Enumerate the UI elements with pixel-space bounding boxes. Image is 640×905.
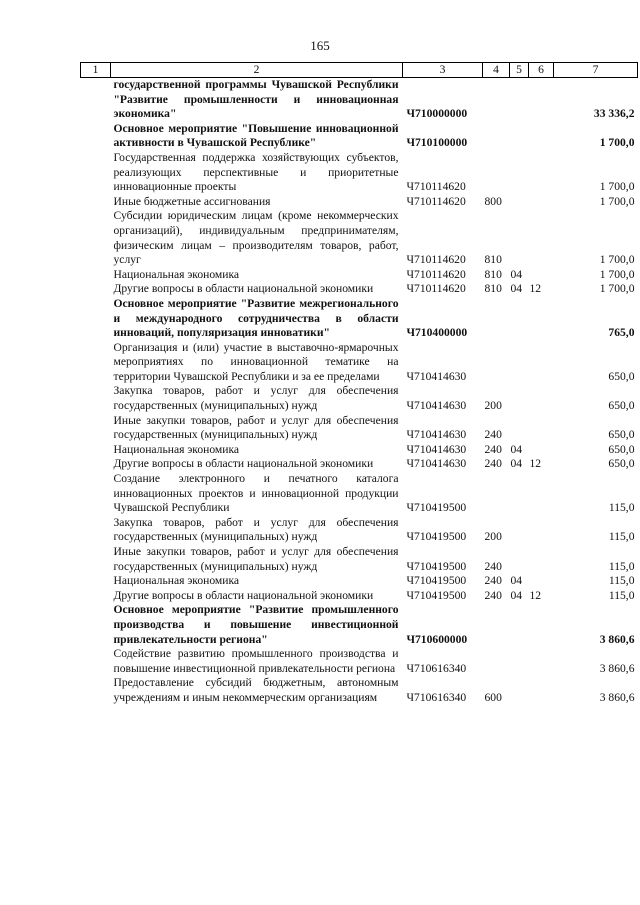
row-col-5 xyxy=(510,603,529,647)
row-code: Ч710100000 xyxy=(406,136,468,150)
row-col-5: 04 xyxy=(510,457,523,471)
row-col-1 xyxy=(81,647,111,676)
row-name: Иные закупки товаров, работ и услуг для обеспечения государственных (муниципальных) нужд xyxy=(113,413,399,442)
row-sum: 650,0 xyxy=(608,442,635,456)
header-col-6: 6 xyxy=(529,63,554,78)
header-col-5: 5 xyxy=(510,63,529,78)
row-col-5 xyxy=(510,384,529,413)
row-col-4: 800 xyxy=(484,194,502,208)
row-name: Иные закупки товаров, работ и услуг для обеспечения государственных (муниципальных) нужд xyxy=(113,545,399,573)
row-col-4: 240 xyxy=(484,457,502,471)
row-col-4: 240 xyxy=(484,574,502,588)
table-row xyxy=(81,195,638,210)
row-col-4 xyxy=(483,472,510,516)
row-sum: 3 860,6 xyxy=(599,632,635,646)
row-col-1 xyxy=(81,589,111,604)
table-row xyxy=(81,457,638,472)
row-sum: 33 336,2 xyxy=(593,107,635,121)
row-col-6 xyxy=(529,151,554,195)
table-row xyxy=(81,574,638,589)
row-name: Закупка товаров, работ и услуг для обеспечения государственных (муниципальных) нужд xyxy=(113,515,399,544)
row-name: Основное мероприятие "Развитие промышленного производства и повышение инвестиционной привлекательности региона" xyxy=(113,603,399,646)
row-sum: 115,0 xyxy=(608,559,635,573)
row-code: Ч710600000 xyxy=(406,632,468,646)
row-name: Иные бюджетные ассигнования xyxy=(113,194,271,208)
row-code: Ч710419500 xyxy=(406,501,467,515)
table-row xyxy=(81,516,638,545)
row-sum: 650,0 xyxy=(608,369,635,383)
row-name: Национальная экономика xyxy=(113,267,240,281)
row-col-5 xyxy=(510,195,529,210)
table-row xyxy=(81,78,638,122)
row-code: Ч710419500 xyxy=(406,574,467,588)
row-name: Организация и (или) участие в выставочно-ярмарочных мероприятиях по инновационной тематике на территории Чувашской Республики и за ее пределами xyxy=(113,340,399,383)
row-code: Ч710414630 xyxy=(406,428,467,442)
row-col-5 xyxy=(510,414,529,443)
row-col-1 xyxy=(81,297,111,341)
row-code: Ч710414630 xyxy=(406,369,467,383)
row-col-4: 200 xyxy=(484,530,502,544)
table-row xyxy=(81,151,638,195)
row-col-4 xyxy=(483,647,510,676)
row-col-1 xyxy=(81,195,111,210)
row-name: Основное мероприятие "Повышение инновационной активности в Чувашской Республике" xyxy=(113,121,399,150)
row-name: Государственная поддержка хозяйствующих субъектов, реализующих перспективные и приоритетные инновационные проекты xyxy=(113,150,399,194)
page-number: 165 xyxy=(310,38,330,53)
row-col-4 xyxy=(483,297,510,341)
row-name: Предоставление субсидий бюджетным, автономным учреждениям и иным некоммерческим организациям xyxy=(113,676,399,704)
row-sum: 115,0 xyxy=(608,588,635,602)
table-row xyxy=(81,647,638,676)
row-col-4: 240 xyxy=(484,428,502,442)
row-col-4 xyxy=(483,151,510,195)
row-col-4 xyxy=(483,341,510,385)
row-col-6 xyxy=(529,209,554,267)
row-code: Ч710419500 xyxy=(406,530,467,544)
row-sum: 1 700,0 xyxy=(599,267,635,281)
row-col-1 xyxy=(81,574,111,589)
row-col-1 xyxy=(81,384,111,413)
row-col-5: 04 xyxy=(510,588,523,602)
row-code: Ч710114620 xyxy=(406,267,466,281)
row-col-4 xyxy=(483,603,510,647)
row-sum: 115,0 xyxy=(608,574,635,588)
row-code: Ч710419500 xyxy=(406,588,467,602)
row-col-6 xyxy=(529,122,554,151)
row-name: Другие вопросы в области национальной экономики xyxy=(113,282,374,296)
row-sum: 3 860,6 xyxy=(599,661,635,675)
header-col-3: 3 xyxy=(403,63,483,78)
row-col-1 xyxy=(81,676,111,705)
row-col-5: 04 xyxy=(510,442,523,456)
row-col-1 xyxy=(81,545,111,574)
row-col-1 xyxy=(81,282,111,297)
table-row xyxy=(81,297,638,341)
row-col-6 xyxy=(529,574,554,589)
row-code: Ч710114620 xyxy=(406,253,466,267)
row-code: Ч710616340 xyxy=(406,661,467,675)
row-sum: 1 700,0 xyxy=(599,194,635,208)
row-col-6 xyxy=(529,297,554,341)
row-code: Ч710114620 xyxy=(406,180,466,194)
table-header xyxy=(81,63,638,78)
row-col-1 xyxy=(81,457,111,472)
row-name: Основное мероприятие "Развитие межрегионального и международного сотрудничества в области инноваций, популяризация инноватики" xyxy=(113,296,399,340)
table-row xyxy=(81,282,638,297)
row-col-6 xyxy=(529,603,554,647)
row-col-4: 240 xyxy=(484,588,502,602)
table-row xyxy=(81,603,638,647)
row-col-1 xyxy=(81,209,111,267)
row-col-6 xyxy=(529,472,554,516)
row-col-4: 240 xyxy=(484,442,502,456)
row-name: государственной программы Чувашской Республики "Развитие промышленности и инновационная экономика" xyxy=(113,78,399,121)
row-sum: 115,0 xyxy=(608,501,635,515)
row-col-4 xyxy=(483,78,510,122)
row-name: Создание электронного и печатного каталога инновационных проектов и инновационной продукции Чувашской Республики xyxy=(113,472,399,515)
row-code: Ч710414630 xyxy=(406,457,467,471)
row-col-6: 12 xyxy=(529,282,542,296)
row-sum: 1 700,0 xyxy=(599,136,635,150)
row-code: Ч710414630 xyxy=(406,442,467,456)
row-name: Другие вопросы в области национальной экономики xyxy=(113,588,374,602)
row-name: Национальная экономика xyxy=(113,442,240,456)
row-col-5 xyxy=(510,516,529,545)
table-row xyxy=(81,341,638,385)
row-name: Другие вопросы в области национальной экономики xyxy=(113,457,374,471)
row-col-4: 810 xyxy=(484,267,502,281)
row-col-6 xyxy=(529,545,554,574)
table-row xyxy=(81,384,638,413)
row-name: Закупка товаров, работ и услуг для обеспечения государственных (муниципальных) нужд xyxy=(113,384,399,413)
header-col-1: 1 xyxy=(81,63,111,78)
table-body xyxy=(81,78,638,706)
row-sum: 765,0 xyxy=(608,326,635,340)
table-row xyxy=(81,676,638,705)
row-col-5: 04 xyxy=(510,282,523,296)
row-col-5 xyxy=(510,122,529,151)
row-col-1 xyxy=(81,516,111,545)
table-row xyxy=(81,589,638,604)
row-col-5 xyxy=(510,151,529,195)
row-col-4: 810 xyxy=(484,253,502,267)
row-col-5 xyxy=(510,676,529,705)
row-sum: 3 860,6 xyxy=(599,690,635,704)
row-code: Ч710000000 xyxy=(406,107,468,121)
row-col-4: 200 xyxy=(484,399,502,413)
row-col-6 xyxy=(529,341,554,385)
row-col-5 xyxy=(510,647,529,676)
row-sum: 1 700,0 xyxy=(599,180,635,194)
row-name: Содействие развитию промышленного производства и повышение инвестиционной привлекательности региона xyxy=(113,647,399,675)
row-sum: 1 700,0 xyxy=(599,282,635,296)
table-row xyxy=(81,472,638,516)
table-row xyxy=(81,268,638,283)
row-col-6 xyxy=(529,443,554,458)
row-sum: 1 700,0 xyxy=(599,253,635,267)
row-col-5 xyxy=(510,472,529,516)
row-name: Национальная экономика xyxy=(113,574,240,588)
row-code: Ч710400000 xyxy=(406,326,468,340)
table-row xyxy=(81,122,638,151)
row-col-4: 810 xyxy=(484,282,502,296)
row-code: Ч710616340 xyxy=(406,690,467,704)
row-col-5 xyxy=(510,341,529,385)
row-col-5 xyxy=(510,78,529,122)
row-col-4: 240 xyxy=(484,559,502,573)
row-col-5 xyxy=(510,545,529,574)
row-sum: 650,0 xyxy=(608,428,635,442)
row-sum: 650,0 xyxy=(608,399,635,413)
table-row xyxy=(81,545,638,574)
row-col-5: 04 xyxy=(510,574,523,588)
budget-table xyxy=(80,62,638,706)
row-col-1 xyxy=(81,443,111,458)
row-code: Ч710414630 xyxy=(406,399,467,413)
row-col-6 xyxy=(529,516,554,545)
row-col-5 xyxy=(510,209,529,267)
row-col-6 xyxy=(529,78,554,122)
row-name: Субсидии юридическим лицам (кроме некоммерческих организаций), индивидуальным предпринимателям, физическим лицам – производителям товаров, работ, услуг xyxy=(113,209,399,267)
header-row xyxy=(81,63,638,78)
row-col-1 xyxy=(81,268,111,283)
table-row xyxy=(81,443,638,458)
row-col-1 xyxy=(81,603,111,647)
row-col-5: 04 xyxy=(510,267,523,281)
row-col-1 xyxy=(81,341,111,385)
row-col-4 xyxy=(483,122,510,151)
row-col-5 xyxy=(510,297,529,341)
row-col-6: 12 xyxy=(529,457,542,471)
row-col-6 xyxy=(529,647,554,676)
row-col-1 xyxy=(81,122,111,151)
row-code: Ч710114620 xyxy=(406,194,466,208)
row-col-1 xyxy=(81,151,111,195)
row-col-6 xyxy=(529,384,554,413)
row-code: Ч710419500 xyxy=(406,559,467,573)
table-row xyxy=(81,209,638,267)
row-col-1 xyxy=(81,78,111,122)
row-col-6 xyxy=(529,676,554,705)
table-row xyxy=(81,414,638,443)
row-sum: 650,0 xyxy=(608,457,635,471)
header-col-4: 4 xyxy=(483,63,510,78)
row-col-6 xyxy=(529,414,554,443)
row-sum: 115,0 xyxy=(608,530,635,544)
row-col-1 xyxy=(81,472,111,516)
row-col-6 xyxy=(529,195,554,210)
row-col-6: 12 xyxy=(529,588,542,602)
row-col-1 xyxy=(81,414,111,443)
header-col-2: 2 xyxy=(111,63,403,78)
row-col-4: 600 xyxy=(484,690,502,704)
row-code: Ч710114620 xyxy=(406,282,466,296)
header-col-7: 7 xyxy=(554,63,638,78)
row-col-6 xyxy=(529,268,554,283)
